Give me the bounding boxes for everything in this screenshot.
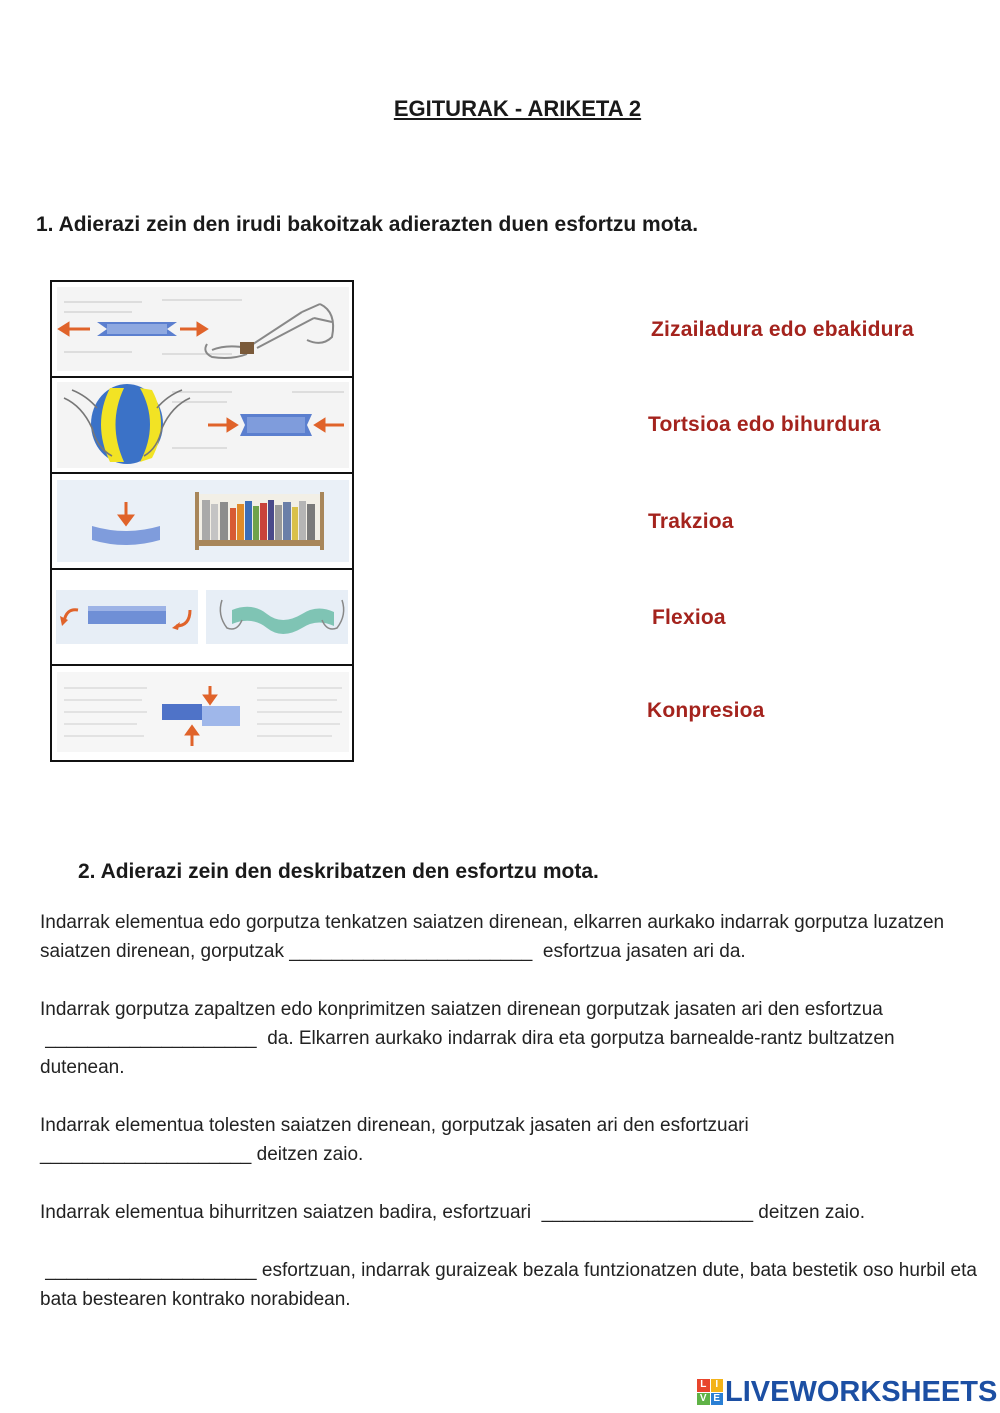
label-flexioa[interactable]: Flexioa xyxy=(652,606,726,629)
blank-5[interactable]: ____________________ xyxy=(45,1260,257,1281)
question-2-heading: 2. Adierazi zein den deskribatzen den esfortzu mota. xyxy=(78,860,599,883)
paragraph-3-text-a: Indarrak elementua tolesten saiatzen direnean, gorputzak jasaten ari den esfortzuari xyxy=(40,1115,749,1136)
paragraph-3-text-b: deitzen zaio. xyxy=(256,1144,364,1165)
paragraph-3 xyxy=(40,1111,920,1169)
paragraph-1-text-b: esfortzua jasaten ari da. xyxy=(542,941,746,962)
paragraph-2-text-a: Indarrak gorputza zapaltzen edo konprimitzen saiatzen direnean gorputzak jasaten ari den esfortzua xyxy=(40,999,883,1020)
paragraph-4-text-b: deitzen zaio. xyxy=(758,1202,865,1223)
image-flexion[interactable] xyxy=(52,474,352,570)
paragraph-2-text-b: da. Elkarren aurkako indarrak dira eta gorputza barnealde-rantz bultzatzen dutenean. xyxy=(40,1028,895,1078)
traction-illustration xyxy=(52,282,352,376)
paragraph-4 xyxy=(40,1198,995,1227)
image-table xyxy=(50,280,354,762)
liveworksheets-logo[interactable] xyxy=(697,1376,997,1408)
image-compression[interactable] xyxy=(52,378,352,474)
blank-2[interactable]: ____________________ xyxy=(45,1028,257,1049)
label-trakzioa[interactable]: Trakzioa xyxy=(648,510,734,533)
image-traction[interactable] xyxy=(52,282,352,378)
logo-mark-icon: L I V E xyxy=(697,1379,723,1405)
blank-3[interactable]: ____________________ xyxy=(40,1144,252,1165)
flexion-illustration xyxy=(52,474,352,568)
label-zizailadura[interactable]: Zizailadura edo ebakidura xyxy=(651,318,914,341)
paragraph-1-text-a: Indarrak elementua edo gorputza tenkatzen saiatzen direnean, elkarren aurkako indarrak gorputza luzatzen saiatzen direnean, gorputzak xyxy=(40,912,945,962)
image-shear[interactable] xyxy=(52,666,352,760)
logo-text: LIVEWORKSHEETS xyxy=(725,1375,998,1408)
label-tortsioa[interactable]: Tortsioa edo bihurdura xyxy=(648,413,881,436)
torsion-illustration xyxy=(52,570,352,664)
paragraph-5 xyxy=(40,1256,995,1314)
page-title: EGITURAK - ARIKETA 2 xyxy=(393,96,642,121)
paragraph-5-text-b: esfortzuan, indarrak guraizeak bezala funtzionatzen dute, bata bestetik oso hurbil eta bata bestearen kontrako norabidean. xyxy=(40,1260,977,1310)
question-1-heading: 1. Adierazi zein den irudi bakoitzak adierazten duen esfortzu mota. xyxy=(36,213,699,236)
label-konpresioa[interactable]: Konpresioa xyxy=(647,699,765,722)
blank-1[interactable]: _______________________ xyxy=(289,941,533,962)
paragraph-4-text-a: Indarrak elementua bihurritzen saiatzen badira, esfortzuari xyxy=(40,1202,532,1223)
paragraph-1 xyxy=(40,908,995,966)
compression-illustration xyxy=(52,378,352,472)
shear-illustration xyxy=(52,666,352,758)
paragraph-2 xyxy=(40,995,960,1082)
image-torsion[interactable] xyxy=(52,570,352,666)
blank-4[interactable]: ____________________ xyxy=(541,1202,754,1223)
